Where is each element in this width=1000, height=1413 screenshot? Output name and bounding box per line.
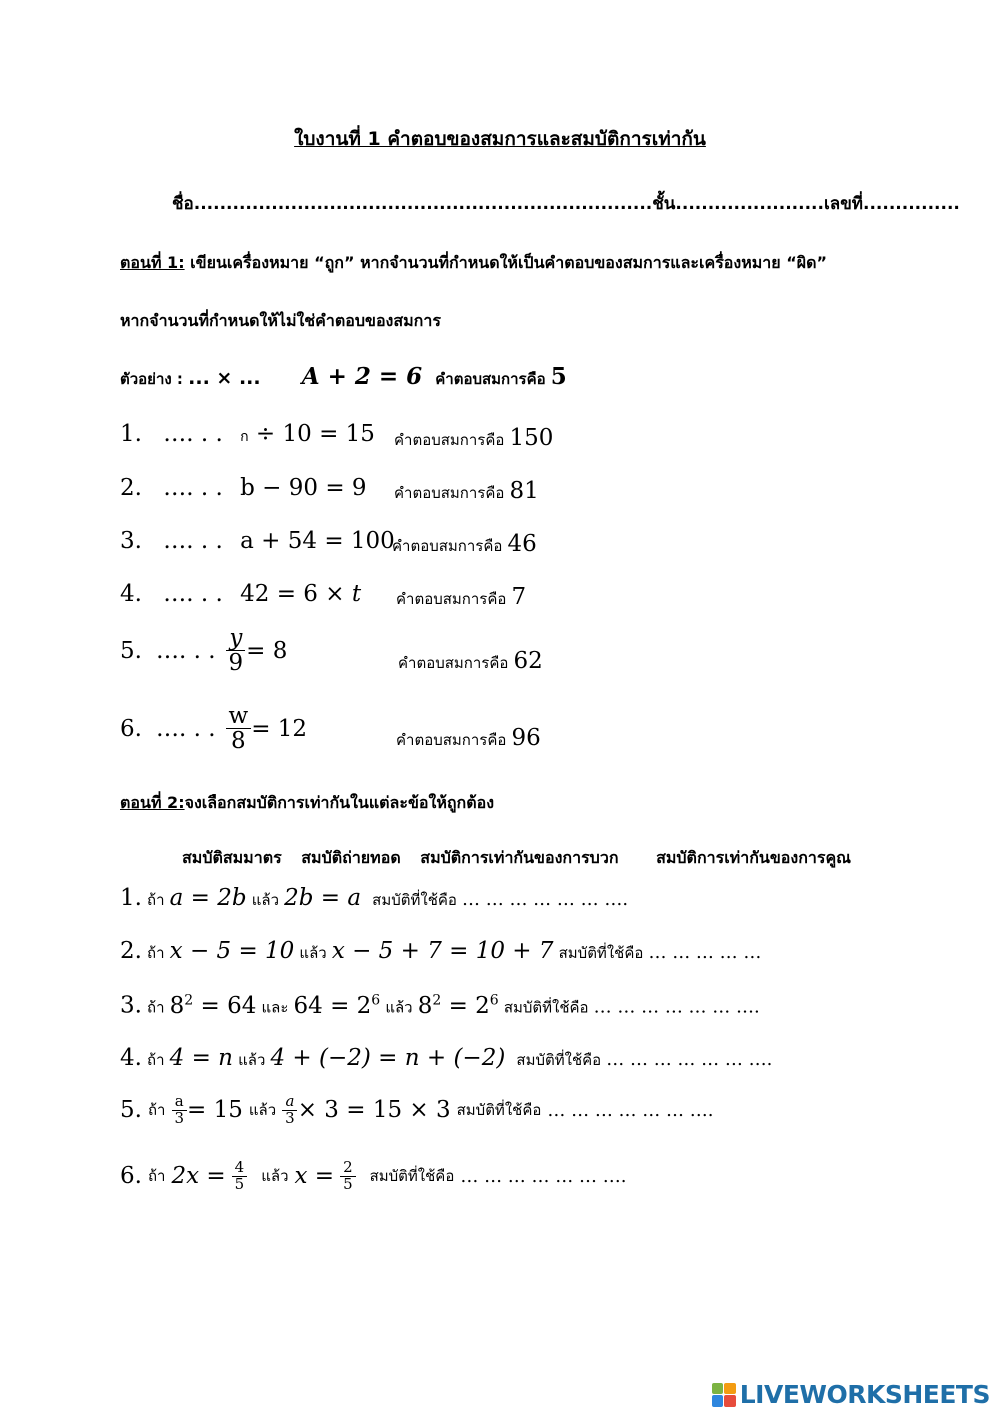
then-word: แล้ว [248,1101,277,1120]
answer-label: คำตอบสมการคือ [392,537,503,555]
part1-item-4 [120,581,361,607]
item-variable: ก [240,429,249,445]
part1-instruction-line2: หากจำนวนที่กำหนดให้ไม่ใช่คำตอบของสมการ [120,311,441,330]
part1-answer-5 [398,648,543,675]
then-word: แล้ว [261,1167,289,1186]
property-used-label: สมบัติที่ใช้คือ [369,1167,455,1186]
part1-answer-6 [396,725,541,752]
property-answer-blank[interactable]: … … … … … … …. [606,1049,773,1070]
answer-label: คำตอบสมการคือ [396,731,507,749]
then-word: แล้ว [385,998,413,1017]
condition-equation: x − 5 = 10 [169,938,295,964]
part1-answer-4 [396,584,526,611]
student-info-line: ชื่อ.......................................................................ชั้น.......................เลขที่............... [172,194,960,214]
property-used-label: สมบัติที่ใช้คือ [558,944,644,962]
result-equation: 2b = a [284,885,362,911]
item-number: 5. [120,1097,142,1124]
property-transitive: สมบัติถ่ายทอด [301,848,401,867]
liveworksheets-logo[interactable] [712,1380,990,1409]
answer-blank[interactable]: …. . . [155,715,216,742]
answer-blank[interactable]: …. . . [163,528,223,554]
answer-blank[interactable]: …. . . [155,637,216,664]
property-answer-blank[interactable]: … … … … … [648,942,762,963]
part1-instruction-line1 [120,251,827,276]
example-answer: 5 [550,363,567,390]
if-word: ถ้า [147,891,165,909]
example-mark: ... × ... [188,367,261,389]
part1-item-6 [120,704,307,753]
condition-fraction: $\frac{4}{5}$ [232,1160,248,1193]
answer-label: คำตอบสมการคือ [394,484,505,502]
part2-item-1 [120,885,628,912]
property-used-label: สมบัติที่ใช้คือ [456,1101,542,1120]
fraction-numerator: w [226,704,252,729]
result-equation: $8^2 = 2^6$ [417,992,499,1019]
item-number: 3. [120,992,142,1019]
result-equation: x = [294,1163,335,1190]
example-label: ตัวอย่าง : [120,370,189,388]
middle-equation: $64 = 2^6$ [293,992,381,1019]
answer-value: 96 [511,725,541,751]
part2-instruction-text: จงเลือกสมบัติการเท่ากันในแต่ละข้อให้ถูกต้อง [184,793,495,812]
fraction-denominator: 9 [228,650,244,677]
item-number: 6. [120,715,142,742]
part2-item-5 [120,1094,713,1127]
item-equation: a + 54 = 100 [240,528,395,554]
if-word: ถ้า [147,1167,166,1186]
property-used-label: สมบัติที่ใช้คือ [372,891,457,909]
if-word: ถ้า [147,1101,166,1120]
property-answer-blank[interactable]: … … … … … … …. [460,1165,627,1187]
answer-value: 62 [513,648,543,674]
part1-answer-3 [392,531,537,558]
part1-item-5 [120,626,287,675]
property-multiplication: สมบัติการเท่ากันของการคูณ [656,848,851,867]
item-number: 5. [120,637,142,664]
answer-blank[interactable]: …. . . [163,475,223,501]
item-fraction [226,704,252,753]
result-equation: x − 5 + 7 = 10 + 7 [331,938,554,964]
answer-label: คำตอบสมการคือ [396,590,507,608]
liveworksheets-logo-icon [712,1383,736,1407]
property-used-label: สมบัติที่ใช้คือ [503,998,589,1017]
item-number: 3. [120,528,142,554]
condition-equation: $8^2 = 64$ [169,992,257,1019]
property-list [182,846,865,871]
item-number: 2. [120,475,142,501]
property-addition: สมบัติการเท่ากันของการบวก [420,848,619,867]
example-answer-label: คำตอบสมการคือ [435,370,546,388]
answer-value: 81 [509,478,539,504]
property-answer-blank[interactable]: … … … … … … …. [547,1099,714,1121]
if-word: ถ้า [147,998,165,1017]
part2-item-4 [120,1045,772,1072]
item-number: 4. [120,1045,142,1071]
if-word: ถ้า [147,1051,165,1069]
result-fraction: $\frac{2}{5}$ [340,1160,356,1193]
part2-item-3 [120,992,760,1020]
condition-equation: 4 = n [169,1045,233,1071]
then-word: แล้ว [299,944,327,962]
item-fraction [226,626,247,675]
item-equation-tail: = 8 [246,637,288,664]
answer-value: 46 [507,531,537,557]
if-word: ถ้า [147,944,165,962]
answer-value: 7 [511,584,527,610]
part1-item-2 [120,475,367,501]
logo-text: LIVEWORKSHEETS [739,1380,990,1409]
result-fraction: $\frac{a}{3}$ [282,1094,298,1127]
answer-blank[interactable]: …. . . [163,581,223,607]
answer-label: คำตอบสมการคือ [394,431,505,449]
worksheet-title: ใบงานที่ 1 คำตอบของสมการและสมบัติการเท่ากัน [294,128,706,150]
then-word: แล้ว [251,891,280,909]
example-row [120,363,567,391]
then-word: แล้ว [238,1051,266,1069]
part1-instruction-text: เขียนเครื่องหมาย “ถูก” หากจำนวนที่กำหนดให้เป็นคำตอบของสมการและเครื่องหมาย “ผิด” [184,253,828,272]
part2-label: ตอนที่ 2: [120,793,185,812]
condition-equation: a = 2b [169,885,247,911]
part1-label: ตอนที่ 1: [120,253,185,272]
part1-answer-1 [394,425,553,452]
part1-item-3 [120,528,395,554]
item-number: 6. [120,1163,142,1190]
answer-label: คำตอบสมการคือ [398,654,509,672]
result-equation: 4 + (−2) = n + (−2) [270,1045,506,1071]
part2-item-2 [120,938,761,965]
answer-blank[interactable]: …. . . [163,421,223,447]
item-variable: t [351,581,362,607]
part2-item-6 [120,1160,626,1193]
part2-instruction [120,791,494,816]
property-used-label: สมบัติที่ใช้คือ [516,1051,602,1069]
item-equation: b − 90 = 9 [240,475,367,501]
property-answer-blank[interactable]: … … … … … … …. [462,889,629,910]
part1-answer-2 [394,478,539,505]
property-symmetric: สมบัติสมมาตร [182,848,282,867]
condition-tail: = 15 [187,1097,243,1124]
item-number: 4. [120,581,142,607]
fraction-numerator: y [226,626,245,651]
property-answer-blank[interactable]: … … … … … … …. [593,996,760,1018]
item-number: 1. [120,885,142,911]
item-equation: 42 = 6 × [240,581,352,607]
example-equation: A + 2 = 6 [301,363,423,390]
fraction-denominator: 8 [231,728,246,755]
part1-item-1 [120,421,375,448]
condition-equation: 2x = [171,1163,226,1190]
item-number: 1. [120,421,142,447]
item-equation: ÷ 10 = 15 [248,421,375,447]
item-equation-tail: = 12 [251,715,308,742]
and-word: และ [261,998,289,1017]
item-number: 2. [120,938,142,964]
answer-value: 150 [509,425,554,451]
condition-fraction: $\frac{a}{3}$ [171,1094,187,1127]
result-tail: × 3 = 15 × 3 [297,1097,451,1124]
